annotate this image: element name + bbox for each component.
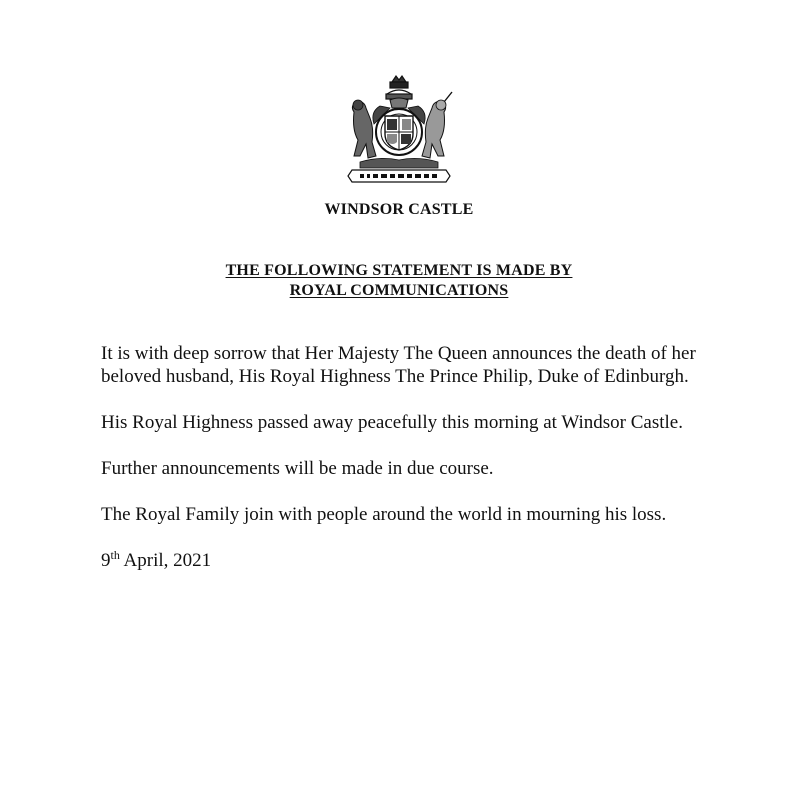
statement-heading xyxy=(0,261,798,301)
date-suffix: th xyxy=(110,548,120,562)
paragraph-royal-family: The Royal Family join with people around the world in mourning his loss. xyxy=(101,504,667,525)
statement-heading-line-1: THE FOLLOWING STATEMENT IS MADE BY xyxy=(225,262,573,279)
royal-coat-of-arms-icon xyxy=(340,72,458,184)
paragraph-announcement: It is with deep sorrow that Her Majesty The Queen announces the death of her beloved husband, His Royal Highness The Prince Philip, Duke of Edinburgh. xyxy=(101,343,696,387)
statement-body xyxy=(101,342,701,595)
statement-date xyxy=(101,549,701,572)
date-rest: April, 2021 xyxy=(119,550,212,571)
date-day: 9 xyxy=(101,550,111,571)
paragraph-passing: His Royal Highness passed away peacefully this morning at Windsor Castle. xyxy=(101,412,683,433)
paragraph-further-announcements: Further announcements will be made in due course. xyxy=(101,458,494,479)
statement-heading-line-2: ROYAL COMMUNICATIONS xyxy=(289,282,509,299)
location-heading: WINDSOR CASTLE xyxy=(324,201,474,218)
